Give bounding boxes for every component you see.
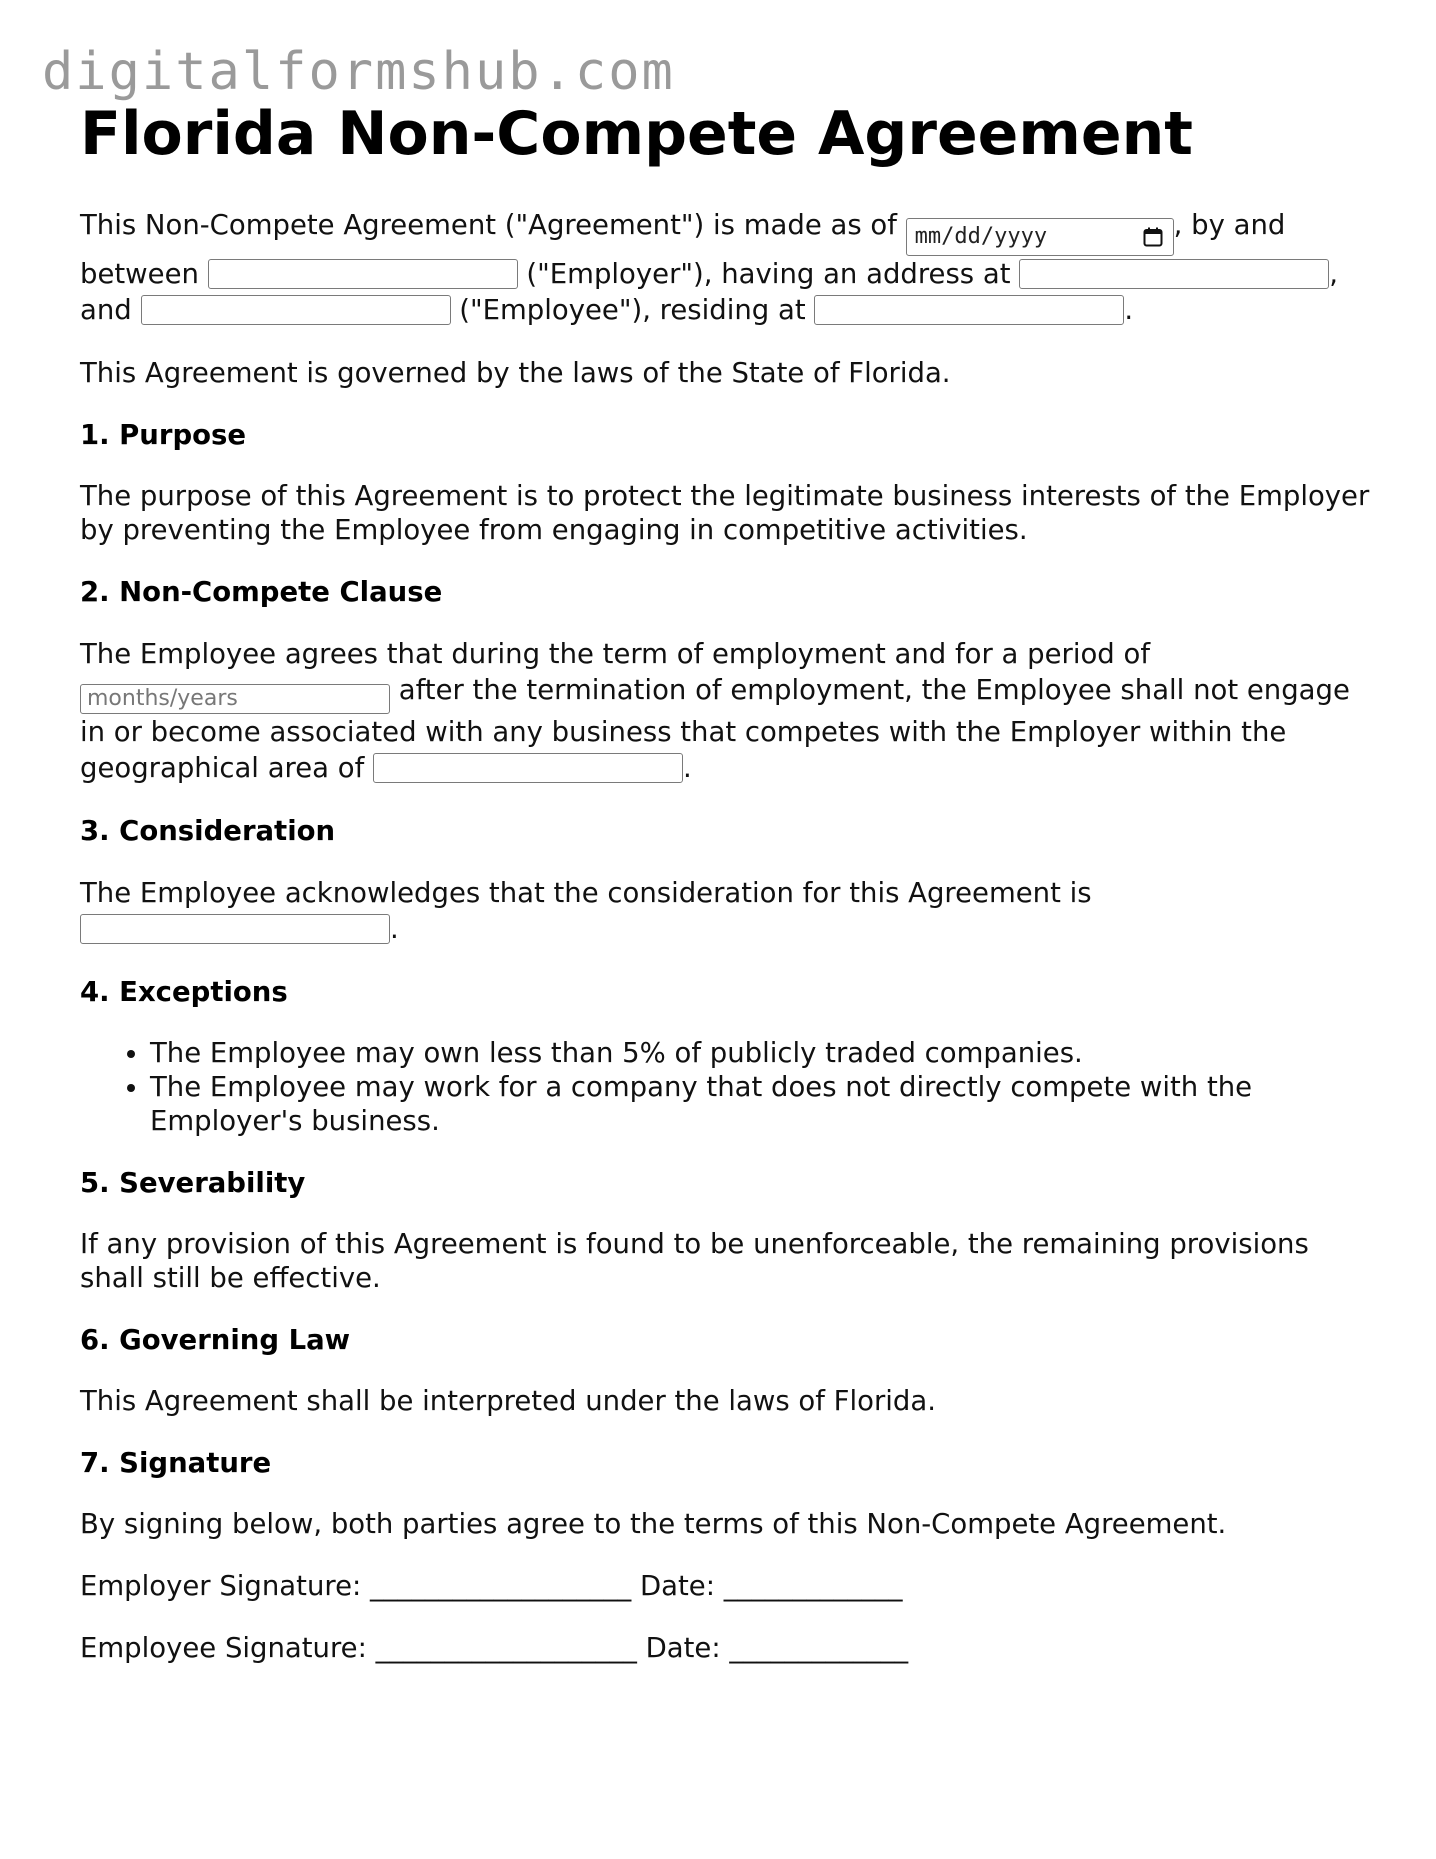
list-item: • The Employee may own less than 5% of publicly traded companies. — [150, 1036, 1370, 1070]
noncompete-text: The Employee agrees that during the term of employment and for a period of months/years after the termination of employment, the Employee shall not engage in or become associated with any business that competes with the Employer within the geographical area of . — [80, 638, 1350, 784]
employee-address-input[interactable] — [814, 295, 1124, 325]
signature-text: By signing below, both parties agree to the terms of this Non-Compete Agreement. — [80, 1508, 1227, 1540]
employer-name-input[interactable] — [208, 259, 518, 289]
calendar-icon — [1143, 227, 1163, 247]
intro-paragraph: This Non-Compete Agreement ("Agreement") is made as of mm/dd/yyyy , by and between ("Employer"), having an address at , and ("Employee"), residing at . — [80, 209, 1339, 326]
section-heading-severability: 5. Severability — [80, 1167, 306, 1199]
agreement-date-input[interactable]: mm/dd/yyyy — [906, 218, 1174, 256]
section-heading-consideration: 3. Consideration — [80, 815, 336, 847]
employer-signature-line: Employer Signature: ___________________ Date: _____________ — [80, 1570, 903, 1602]
section-heading-signature: 7. Signature — [80, 1447, 272, 1479]
consideration-input[interactable] — [80, 914, 390, 944]
consideration-text: The Employee acknowledges that the consideration for this Agreement is . — [80, 877, 1092, 945]
list-item: • The Employee may work for a company that does not directly compete with the Employer's business. — [150, 1070, 1370, 1138]
page-title: Florida Non-Compete Agreement — [80, 99, 1193, 169]
section-heading-noncompete: 2. Non-Compete Clause — [80, 576, 443, 608]
governed-statement: This Agreement is governed by the laws of the State of Florida. — [80, 357, 951, 389]
severability-text: If any provision of this Agreement is found to be unenforceable, the remaining provisions shall still be effective. — [80, 1228, 1309, 1294]
section-heading-governing-law: 6. Governing Law — [80, 1324, 351, 1356]
employee-signature-line: Employee Signature: ___________________ Date: _____________ — [80, 1632, 909, 1664]
employer-address-input[interactable] — [1019, 259, 1329, 289]
purpose-text: The purpose of this Agreement is to protect the legitimate business interests of the Employer by preventing the Employee from engaging in competitive activities. — [80, 480, 1370, 546]
section-heading-exceptions: 4. Exceptions — [80, 976, 288, 1008]
agreement-document — [80, 100, 1370, 1693]
geographical-area-input[interactable] — [373, 753, 683, 783]
governing-law-text: This Agreement shall be interpreted under the laws of Florida. — [80, 1385, 936, 1417]
employee-name-input[interactable] — [141, 295, 451, 325]
section-heading-purpose: 1. Purpose — [80, 419, 247, 451]
period-input[interactable]: months/years — [80, 684, 390, 714]
exceptions-list — [80, 1036, 1370, 1138]
watermark: digitalformshub.com — [42, 42, 675, 102]
